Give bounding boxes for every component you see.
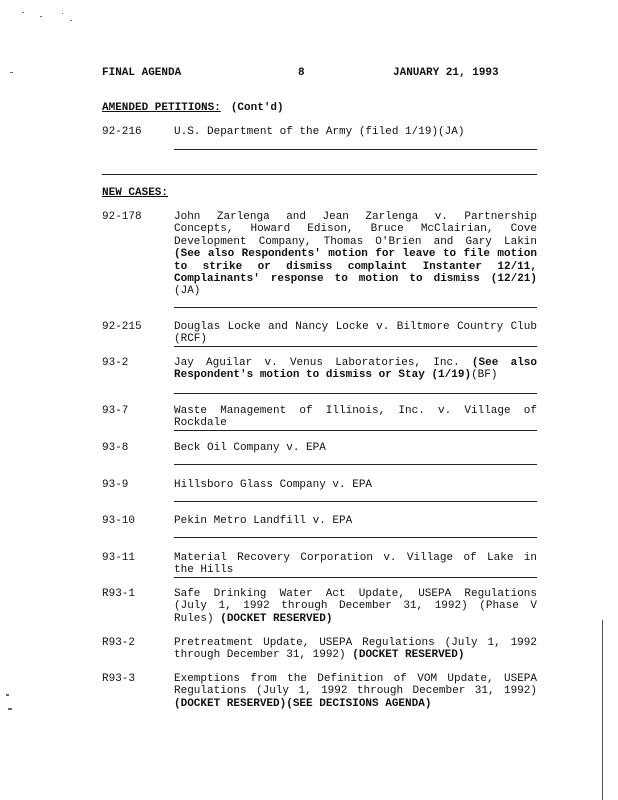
scan-speck <box>62 13 63 14</box>
case-number: R93-1 <box>102 588 136 600</box>
header-title: FINAL AGENDA <box>102 67 182 79</box>
page-number: 8 <box>298 67 305 79</box>
header-date: JANUARY 21, 1993 <box>393 67 499 79</box>
case-caption: Pekin Metro Landfill v. EPA <box>174 515 353 527</box>
case-caption: Safe Drinking Water Act Update, USEPA Regulations (July 1, 1992 through December 31, 1992) (Phase V Rules) <box>174 588 537 625</box>
case-number: 93-10 <box>102 515 136 527</box>
case-text <box>174 588 537 625</box>
case-number: 93-8 <box>102 442 129 454</box>
scan-speck <box>8 708 12 710</box>
case-text <box>174 442 537 454</box>
section-title: AMENDED PETITIONS: <box>102 102 221 114</box>
section-title: NEW CASES: <box>102 187 169 199</box>
case-text <box>174 673 537 710</box>
case-rule <box>174 149 537 150</box>
case-text <box>174 357 537 382</box>
case-rule <box>174 501 537 502</box>
case-note: (DOCKET RESERVED) <box>220 612 333 625</box>
case-text <box>174 637 537 662</box>
section-divider <box>102 174 537 175</box>
case-note: (DOCKET RESERVED)(SEE DECISIONS AGENDA) <box>174 697 432 710</box>
case-text <box>174 405 537 431</box>
scan-speck <box>70 20 72 21</box>
case-note: (DOCKET RESERVED) <box>352 649 465 662</box>
case-rule <box>174 307 537 308</box>
scan-speck <box>40 16 42 17</box>
case-number: R93-3 <box>102 673 136 685</box>
case-caption: Douglas Locke and Nancy Locke v. Biltmore Country Club (RCF) <box>174 321 537 346</box>
case-rule <box>174 537 537 538</box>
case-number: 92-215 <box>102 321 142 333</box>
case-caption: U.S. Department of the Army (filed 1/19)(JA) <box>174 126 465 138</box>
case-number: 93-2 <box>102 357 129 369</box>
case-rule <box>174 393 537 394</box>
scan-speck <box>6 694 9 696</box>
case-text <box>174 552 537 578</box>
case-caption: Pretreatment Update, USEPA Regulations (July 1, 1992 through December 31, 1992) <box>174 637 537 662</box>
case-assignee: (JA) <box>174 285 201 298</box>
section-new-cases <box>102 187 168 199</box>
scan-speck <box>10 72 13 73</box>
scan-edge-line <box>602 620 603 800</box>
case-number: 93-7 <box>102 405 129 417</box>
scan-speck <box>22 12 24 13</box>
case-number: 92-178 <box>102 211 142 223</box>
case-note: (See also Respondents' motion for leave to file motion to strike or dismiss complaint Instanter 12/11, Complainants' response to motion to dismiss (12/21) <box>174 248 537 286</box>
case-number: 93-9 <box>102 479 129 491</box>
section-continued: (Cont'd) <box>230 102 284 114</box>
section-amended-petitions <box>102 102 284 114</box>
case-number: 93-11 <box>102 552 136 564</box>
case-text <box>174 515 537 527</box>
case-caption: Jay Aguilar v. Venus Laboratories, Inc. <box>174 357 460 369</box>
case-caption: John Zarlenga and Jean Zarlenga v. Partnership Concepts, Howard Edison, Bruce McClairian, Cove Development Company, Thomas O'Brien and Gary Lakin <box>174 211 537 248</box>
case-caption: Material Recovery Corporation v. Village of Lake in the Hills <box>174 552 537 577</box>
case-number: 92-216 <box>102 126 142 138</box>
case-text <box>174 479 537 491</box>
case-caption: Beck Oil Company v. EPA <box>174 442 326 454</box>
case-text <box>174 126 537 138</box>
case-text <box>174 211 537 298</box>
case-text <box>174 321 537 347</box>
case-caption: Exemptions from the Definition of VOM Update, USEPA Regulations (July 1, 1992 through December 31, 1992) <box>174 673 537 698</box>
case-rule <box>174 464 537 465</box>
case-number: R93-2 <box>102 637 136 649</box>
case-note: (See also Respondent's motion to dismiss or Stay (1/19) <box>174 357 537 382</box>
case-caption: Waste Management of Illinois, Inc. v. Village of Rockdale <box>174 405 537 430</box>
case-caption: Hillsboro Glass Company v. EPA <box>174 479 373 491</box>
case-assignee: (BF) <box>471 369 498 382</box>
